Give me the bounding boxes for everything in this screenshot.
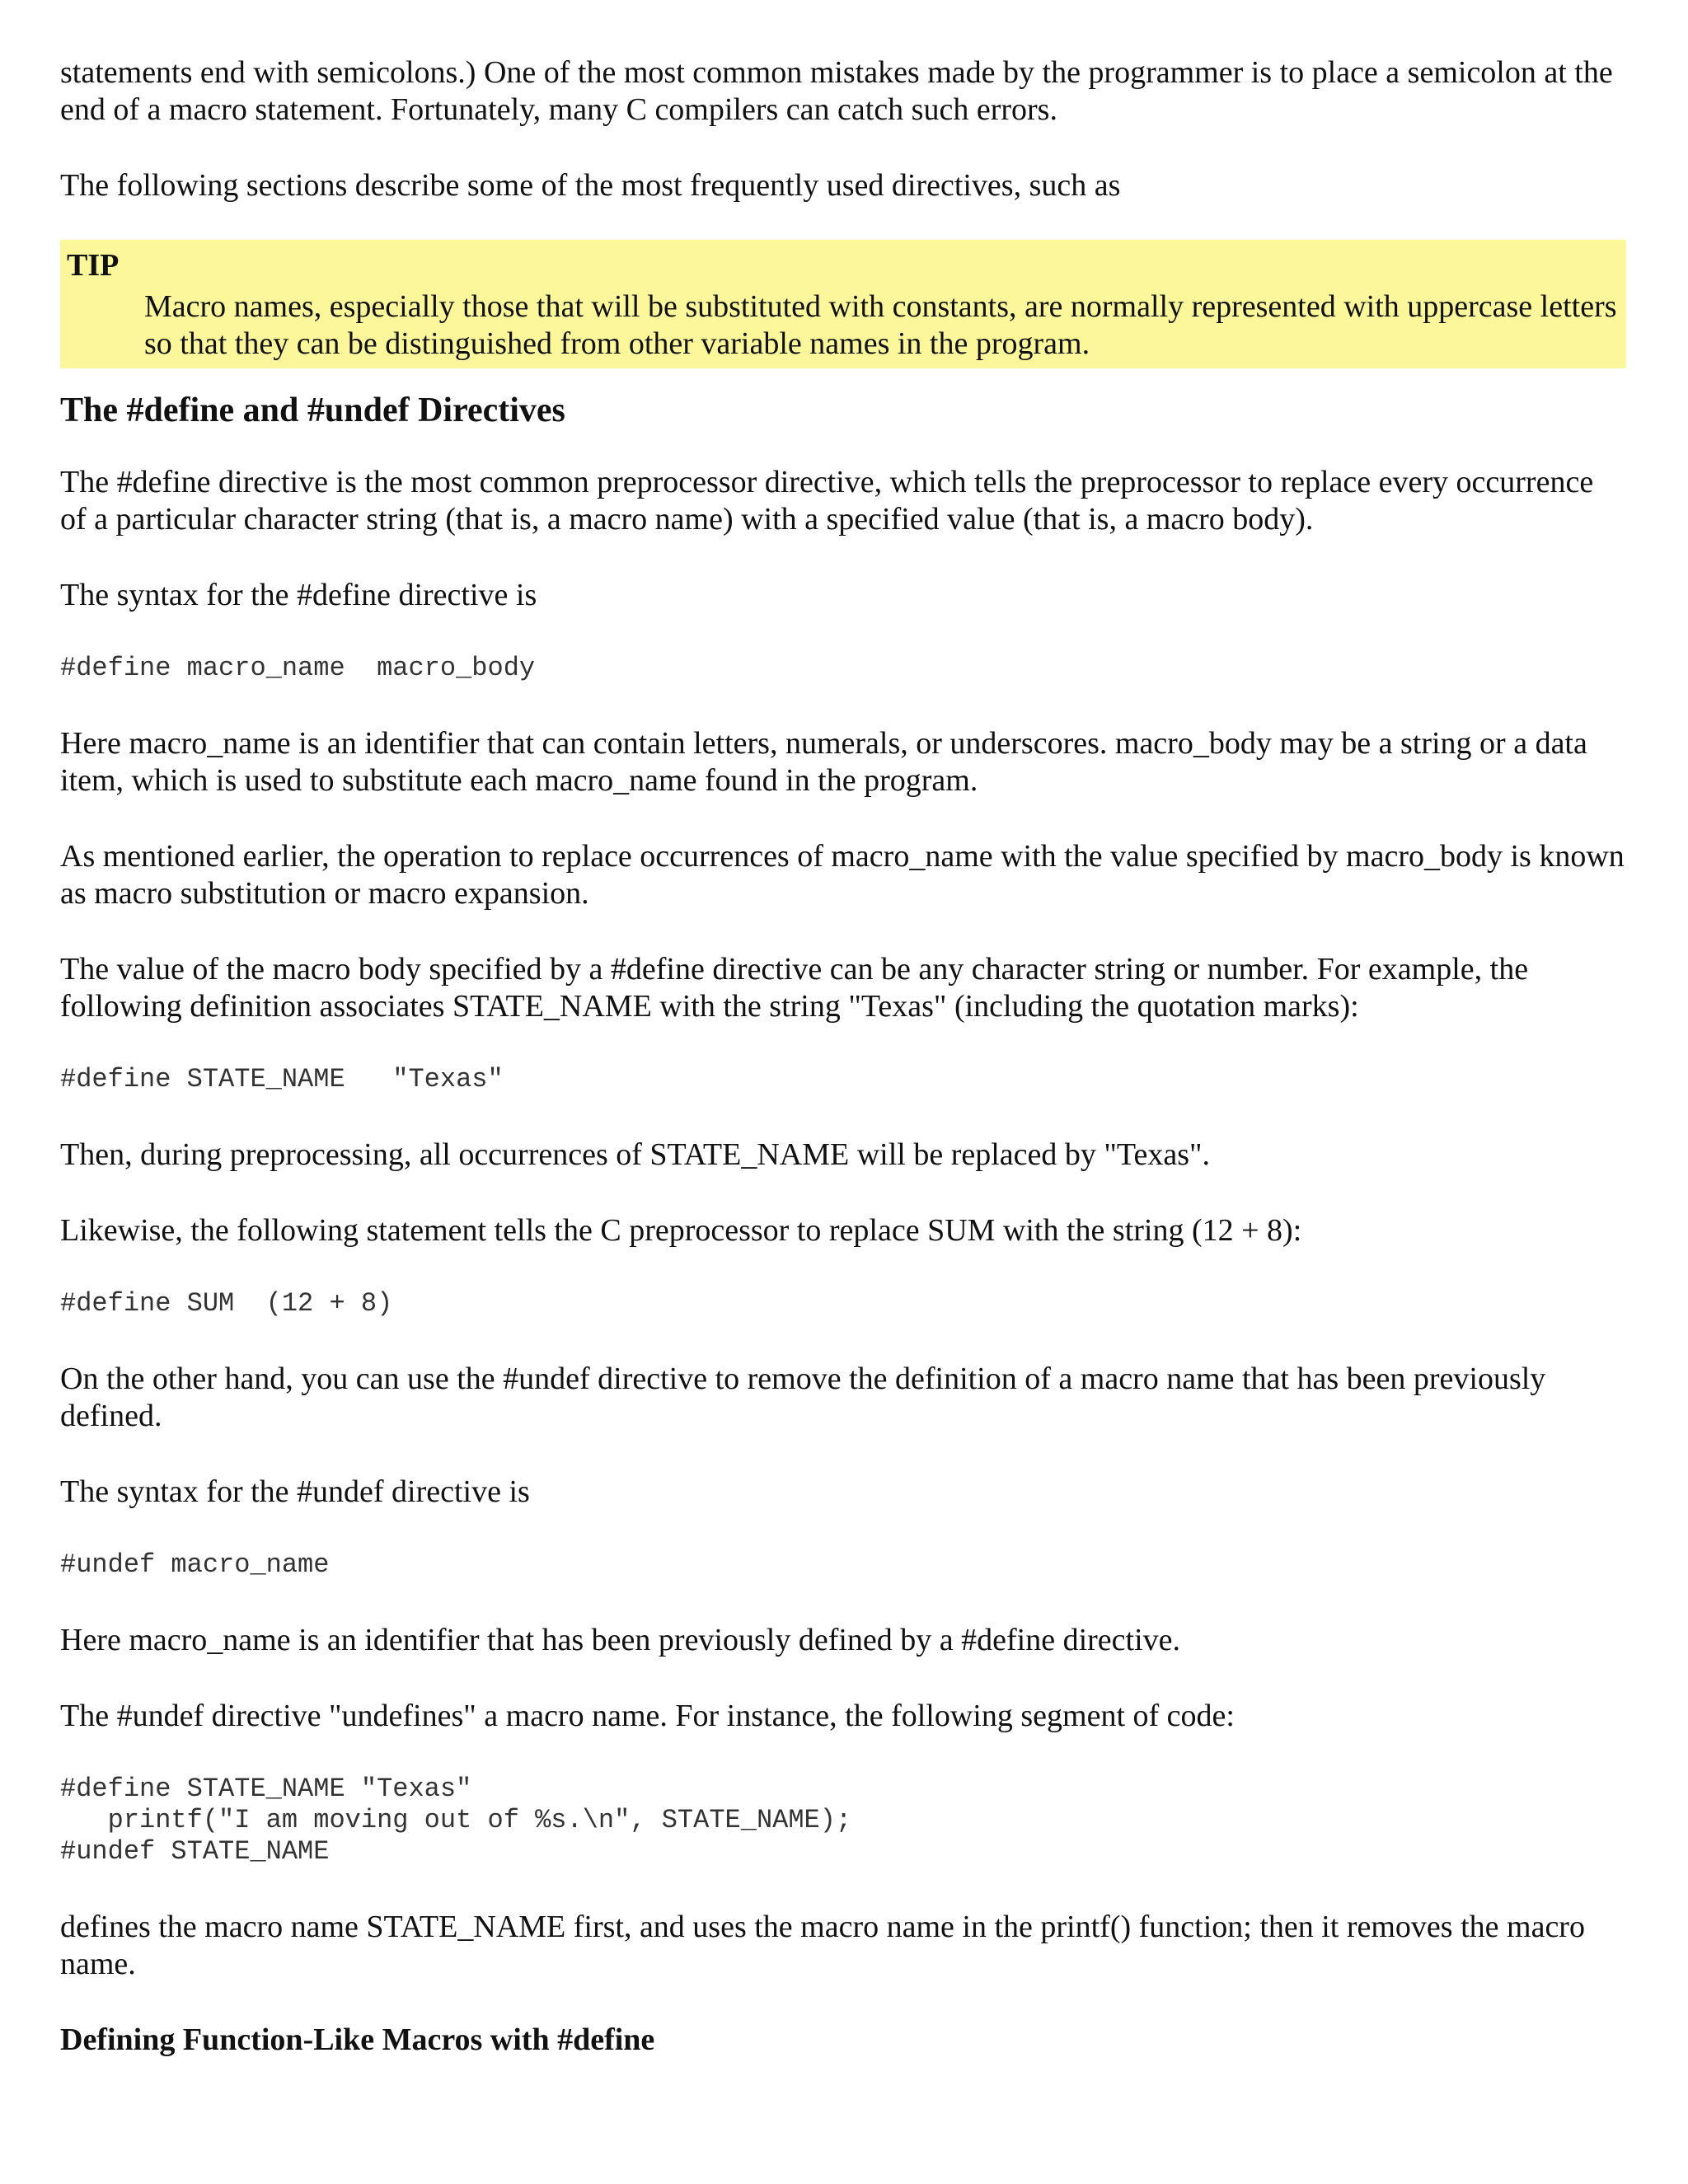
paragraph: defines the macro name STATE_NAME first, and uses the macro name in the printf() function; then it removes the macro name. (60, 1910, 1585, 1981)
subsection-heading: Defining Function-Like Macros with #define (60, 2022, 655, 2057)
paragraph: The #undef directive "undefines" a macro name. For instance, the following segment of code: (60, 1699, 1235, 1733)
paragraph: The #define directive is the most common preprocessor directive, which tells the preprocessor to replace every occurrence of a particular character string (that is, a macro name) with a specified value (that is, a macro body). (60, 465, 1594, 537)
code-sample: #define SUM (12 + 8) (60, 1288, 393, 1319)
paragraph: Here macro_name is an identifier that can contain letters, numerals, or underscores. macro_body may be a string or a data item, which is used to substitute each macro_name found in the program. (60, 726, 1587, 798)
paragraph: The following sections describe some of the most frequently used directives, such as (60, 168, 1121, 203)
tip-box (60, 240, 1626, 368)
section-heading: The #define and #undef Directives (60, 391, 565, 429)
paragraph: statements end with semicolons.) One of the most common mistakes made by the programmer is to place a semicolon at the end of a macro statement. Fortunately, many C compilers can catch such errors. (60, 55, 1613, 127)
code-sample: #define STATE_NAME "Texas" (60, 1064, 504, 1094)
code-block: #define STATE_NAME "Texas" printf("I am moving out of %s.\n", STATE_NAME); #undef STATE_NAME (60, 1774, 852, 1867)
paragraph: The value of the macro body specified by a #define directive can be any character string or number. For example, the following definition associates STATE_NAME with the string "Texas" (including the quotation marks): (60, 952, 1529, 1024)
paragraph: The syntax for the #undef directive is (60, 1474, 530, 1509)
tip-text: Macro names, especially those that will be substituted with constants, are normally represented with uppercase letters so that they can be distinguished from other variable names in the program. (144, 289, 1617, 361)
paragraph: The syntax for the #define directive is (60, 578, 537, 612)
paragraph: Then, during preprocessing, all occurrences of STATE_NAME will be replaced by "Texas". (60, 1137, 1210, 1172)
tip-label: TIP (67, 248, 120, 283)
paragraph: As mentioned earlier, the operation to replace occurrences of macro_name with the value specified by macro_body is known as macro substitution or macro expansion. (60, 839, 1625, 911)
paragraph: On the other hand, you can use the #undef directive to remove the definition of a macro name that has been previously defined. (60, 1361, 1546, 1433)
paragraph: Here macro_name is an identifier that has been previously defined by a #define directive. (60, 1623, 1181, 1657)
document-body (60, 54, 1626, 2059)
code-sample: #define macro_name macro_body (60, 653, 536, 683)
code-sample: #undef macro_name (60, 1549, 330, 1580)
paragraph: Likewise, the following statement tells the C preprocessor to replace SUM with the string (12 + 8): (60, 1213, 1302, 1248)
